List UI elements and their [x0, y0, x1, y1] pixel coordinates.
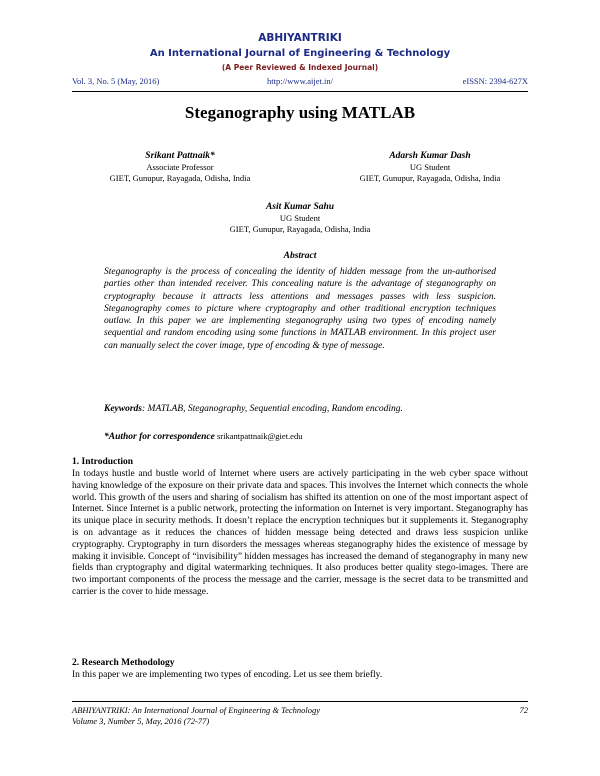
- author-affiliation: GIET, Gunupur, Rayagada, Odisha, India: [359, 173, 501, 183]
- footer-divider: [72, 701, 528, 702]
- abstract-text: Steganography is the process of concealing the identity of hidden message from the un-authorised parties other than intended receiver. This concealing nature is the advantage of steganography on cryptography because it attracts less attentions and messages passes with less suspicion. Steganography comes to picture where cryptography and other traditional encryption techniques outlaw. In this paper we are implementing steganography using two types of encoding namely sequential and random encoding using some functions in MATLAB environment. In this project user can manually select the cover image, type of encoding & type of message.: [104, 267, 496, 351]
- author-name: Adarsh Kumar Dash: [389, 151, 471, 161]
- author-affiliation: GIET, Gunupur, Rayagada, Odisha, India: [109, 173, 251, 183]
- keywords-text: : MATLAB, Steganography, Sequential encoding, Random encoding.: [142, 404, 403, 414]
- section-text-methodology: In this paper we are implementing two types of encoding. Let us see them briefly.: [72, 670, 383, 680]
- section-heading-methodology: 2. Research Methodology: [72, 658, 175, 668]
- author-block: [40, 150, 320, 184]
- author-role: UG Student: [279, 213, 321, 223]
- journal-name: ABHIYANTRIKI: [258, 32, 342, 44]
- issn: eISSN: 2394-627X: [462, 76, 528, 86]
- author-block: [320, 150, 540, 184]
- paper-title: Steganography using MATLAB: [184, 103, 416, 122]
- section-heading-introduction: 1. Introduction: [72, 457, 134, 467]
- page-number: 72: [519, 705, 528, 715]
- author-name: Srikant Pattnaik*: [145, 151, 215, 161]
- journal-subtitle: An International Journal of Engineering & Technology: [149, 48, 451, 59]
- author-block: [160, 201, 440, 235]
- peer-review-note: (A Peer Reviewed & Indexed Journal): [221, 63, 379, 72]
- author-role: UG Student: [409, 162, 451, 172]
- section-text-introduction: In todays hustle and bustle world of Internet where users are actively participating in the web cyber space without having knowledge of the exposure on their private data and spaces. This involves the Internet which connects the whole world. This growth of the users and sharing of socialism has shifted its attention on one of the most important aspect of Internet. Since Internet is a public network, protecting the information on Internet is very important. Steganography has its unique place in security methods. It doesn’t replace the encryption techniques but it supplements it. Steganography is on advantage as it reduces the chances of hidden message being detected and draws less suspicion unlike cryptography. Cryptography in turn disorders the messages whereas steganography hides the existence of message by making it invisible. Concept of “invisibility” hidden messages has increased the demand of steganography in many new fields than cryptography and digital watermarking techniques. It also produces better quality stego-images. There are two important components of the process the message and the carrier, message is the secret data to be transmitted and carrier is the cover to hide message.: [72, 469, 528, 597]
- keywords-label: Keywords: [104, 404, 142, 414]
- footer-journal: ABHIYANTRIKI: An International Journal of Engineering & Technology: [72, 705, 321, 715]
- issue-info-row: [72, 76, 528, 88]
- volume-info: Vol. 3, No. 5 (May, 2016): [72, 76, 160, 86]
- header-divider: [72, 91, 528, 92]
- correspondence: [104, 431, 504, 442]
- author-name: Asit Kumar Sahu: [265, 202, 335, 212]
- correspondence-email[interactable]: srikantpattnaik@giet.edu: [216, 431, 303, 441]
- footer-volume: Volume 3, Number 5, May, 2016 (72-77): [72, 716, 210, 726]
- journal-url[interactable]: http://www.aijet.in/: [266, 76, 334, 86]
- author-role: Associate Professor: [146, 162, 214, 172]
- correspondence-label: *Author for correspondence: [104, 432, 215, 442]
- abstract-heading: Abstract: [283, 251, 317, 261]
- author-affiliation: GIET, Gunupur, Rayagada, Odisha, India: [229, 224, 371, 234]
- keywords: [104, 404, 504, 414]
